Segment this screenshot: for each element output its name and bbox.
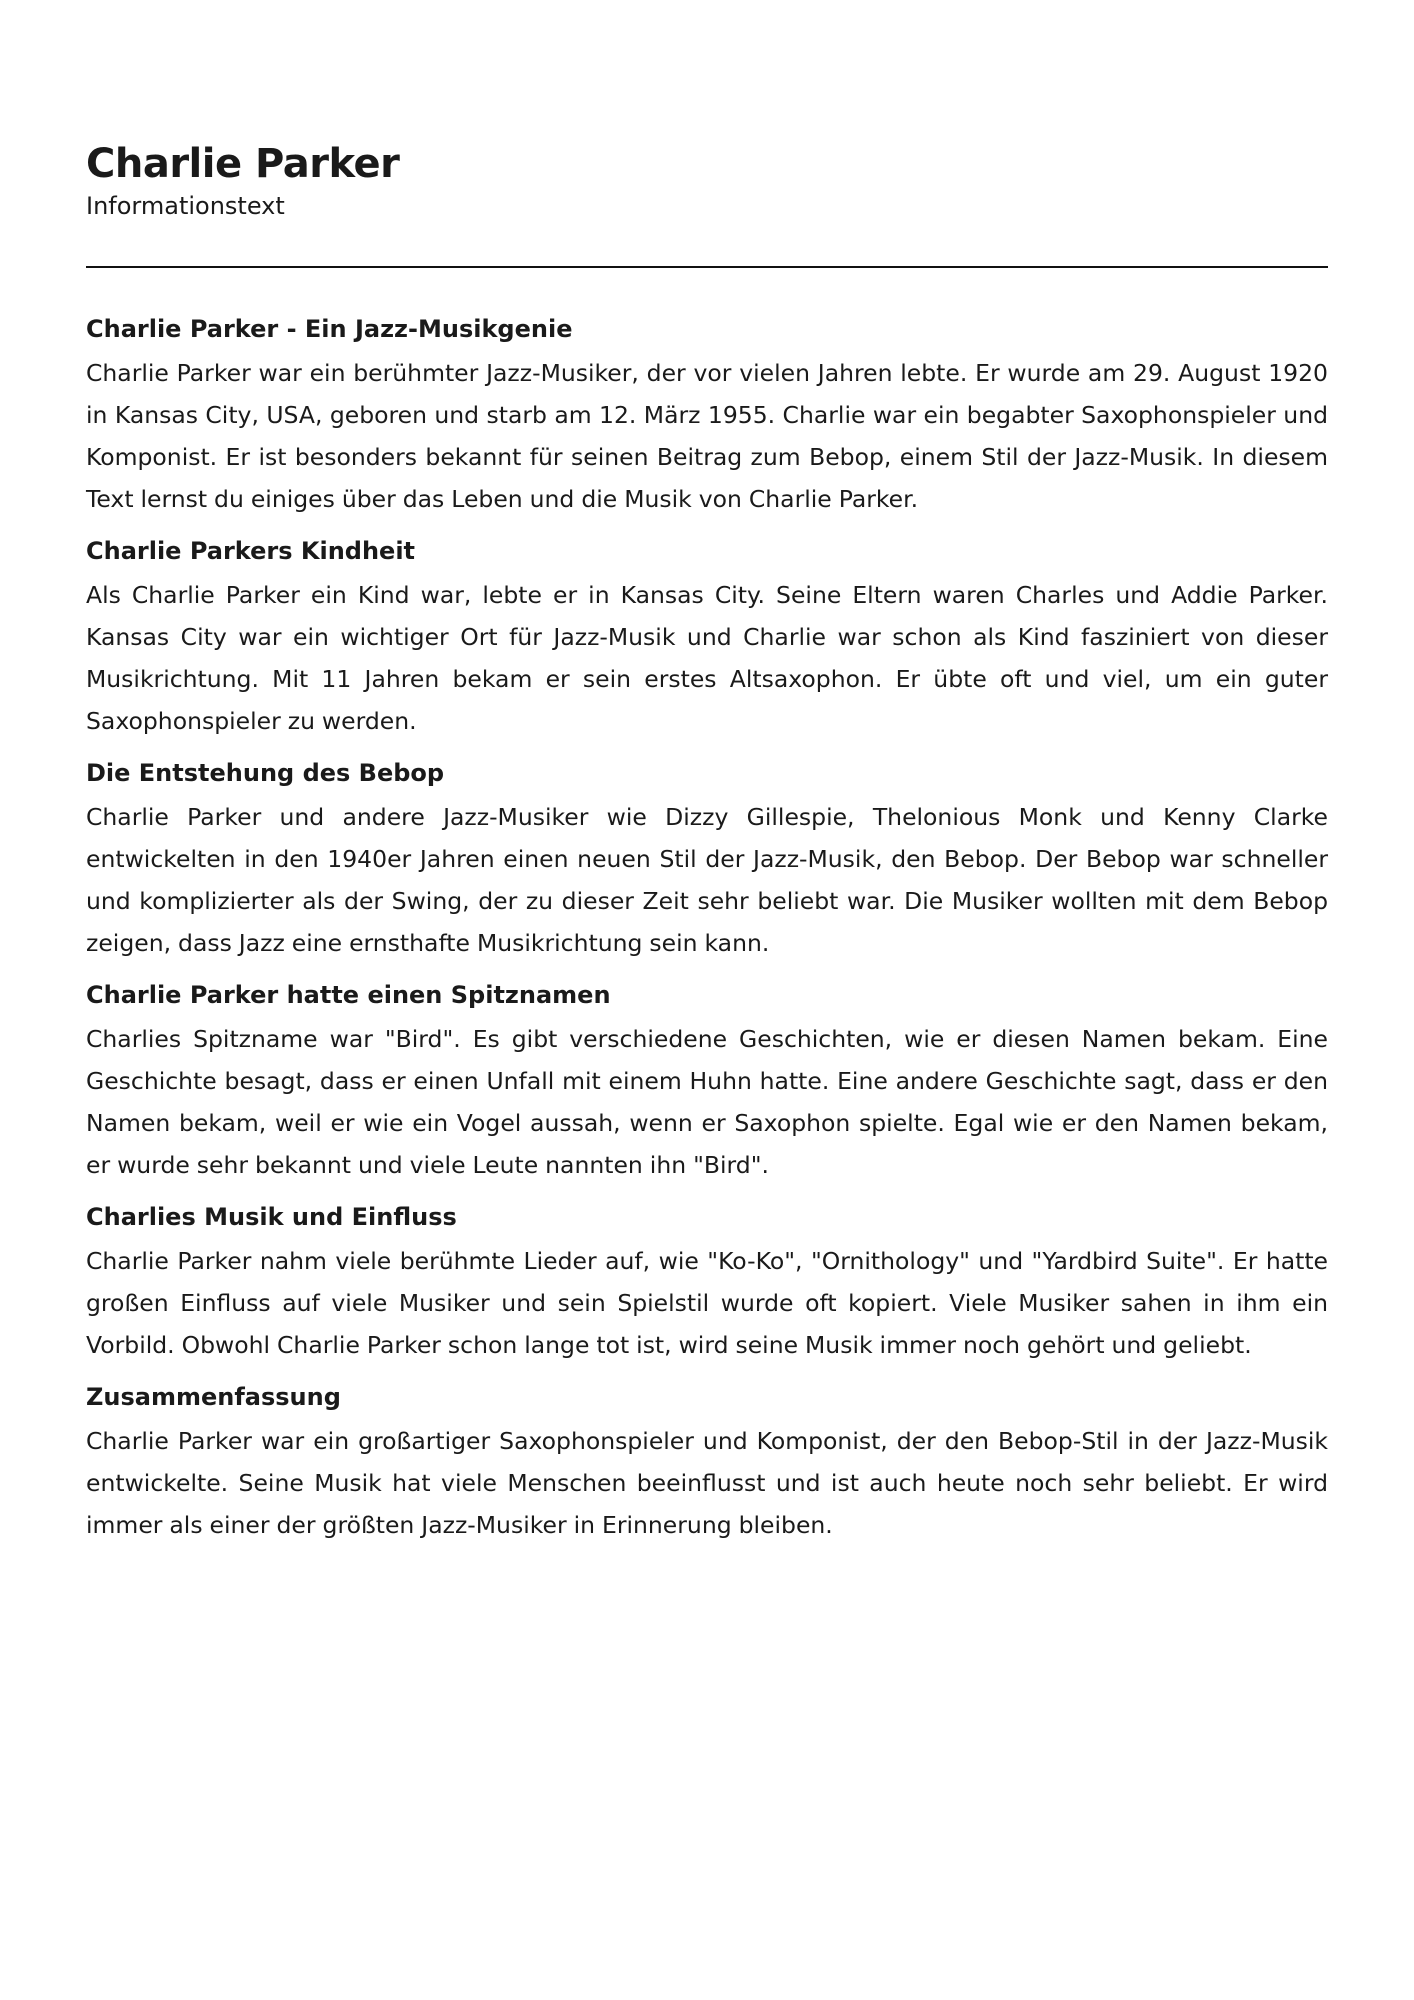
section-heading: Zusammenfassung	[86, 1383, 341, 1411]
section-summary	[86, 1378, 1328, 1546]
section-bebop	[86, 754, 1328, 964]
section-heading: Charlies Musik und Einfluss	[86, 1203, 457, 1231]
section-intro	[86, 310, 1328, 520]
section-heading: Charlie Parkers Kindheit	[86, 537, 416, 565]
section-music-influence	[86, 1198, 1328, 1366]
document-page	[86, 138, 1328, 1558]
section-paragraph: Charlie Parker und andere Jazz-Musiker wie Dizzy Gillespie, Thelonious Monk und Kenny Clarke entwickelten in den 1940er Jahren einen neuen Stil der Jazz-Musik, den Bebop. Der Bebop war schneller und komplizierter als der Swing, der zu dieser Zeit sehr beliebt war. Die Musiker wollten mit dem Bebop zeigen, dass Jazz eine ernsthafte Musikrichtung sein kann.	[86, 803, 1328, 957]
section-paragraph: Charlie Parker war ein berühmter Jazz-Musiker, der vor vielen Jahren lebte. Er wurde am 29. August 1920 in Kansas City, USA, geboren und starb am 12. März 1955. Charlie war ein begabter Saxophonspieler und Komponist. Er ist besonders bekannt für seinen Beitrag zum Bebop, einem Stil der Jazz-Musik. In diesem Text lernst du einiges über das Leben und die Musik von Charlie Parker.	[86, 359, 1328, 513]
section-paragraph: Charlie Parker nahm viele berühmte Lieder auf, wie "Ko-Ko", "Ornithology" und "Yardbird Suite". Er hatte großen Einfluss auf viele Musiker und sein Spielstil wurde oft kopiert. Viele Musiker sahen in ihm ein Vorbild. Obwohl Charlie Parker schon lange tot ist, wird seine Musik immer noch gehört und geliebt.	[86, 1247, 1328, 1359]
document-subtitle: Informationstext	[86, 192, 285, 220]
section-nickname	[86, 976, 1328, 1186]
document-title: Charlie Parker	[86, 141, 400, 187]
section-heading: Charlie Parker hatte einen Spitznamen	[86, 981, 611, 1009]
section-paragraph: Charlie Parker war ein großartiger Saxophonspieler und Komponist, der den Bebop-Stil in der Jazz-Musik entwickelte. Seine Musik hat viele Menschen beeinflusst und ist auch heute noch sehr beliebt. Er wird immer als einer der größten Jazz-Musiker in Erinnerung bleiben.	[86, 1427, 1328, 1539]
section-heading: Die Entstehung des Bebop	[86, 759, 445, 787]
section-paragraph: Charlies Spitzname war "Bird". Es gibt verschiedene Geschichten, wie er diesen Namen bekam. Eine Geschichte besagt, dass er einen Unfall mit einem Huhn hatte. Eine andere Geschichte sagt, dass er den Namen bekam, weil er wie ein Vogel aussah, wenn er Saxophon spielte. Egal wie er den Namen bekam, er wurde sehr bekannt und viele Leute nannten ihn "Bird".	[86, 1025, 1328, 1179]
section-paragraph: Als Charlie Parker ein Kind war, lebte er in Kansas City. Seine Eltern waren Charles und Addie Parker. Kansas City war ein wichtiger Ort für Jazz-Musik und Charlie war schon als Kind fasziniert von dieser Musikrichtung. Mit 11 Jahren bekam er sein erstes Altsaxophon. Er übte oft und viel, um ein guter Saxophonspieler zu werden.	[86, 581, 1328, 735]
section-childhood	[86, 532, 1328, 742]
title-divider	[86, 266, 1328, 268]
section-heading: Charlie Parker - Ein Jazz-Musikgenie	[86, 315, 573, 343]
